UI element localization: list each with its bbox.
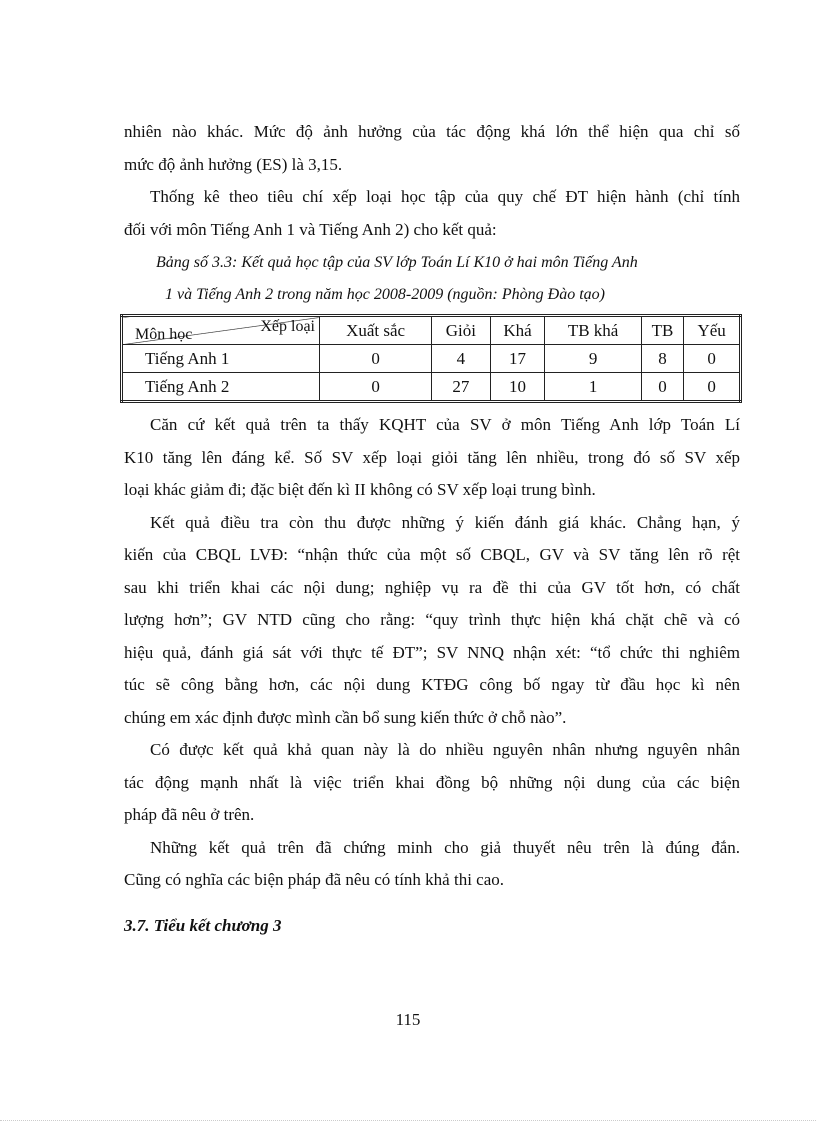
body-line: sau khi triển khai các nội dung; nghiệp vụ ra đề thi của GV tốt hơn, có chất bbox=[124, 578, 740, 597]
body-line: mức độ ảnh hưởng (ES) là 3,15. bbox=[124, 155, 343, 174]
body-line: Có được kết quả khả quan này là do nhiều nguyên nhân nhưng nguyên nhân bbox=[150, 740, 740, 759]
body-line: túc sẽ công bằng hơn, các nội dung KTĐG công bố ngay từ đầu học kì nên bbox=[124, 675, 740, 694]
table-cell: 0 bbox=[320, 345, 432, 373]
body-line: Căn cứ kết quả trên ta thấy KQHT của SV ở môn Tiếng Anh lớp Toán Lí bbox=[150, 415, 740, 434]
table-cell: 9 bbox=[545, 345, 641, 373]
column-header: Xuất sắc bbox=[320, 316, 432, 345]
column-header: Khá bbox=[490, 316, 545, 345]
table-cell: 0 bbox=[684, 373, 741, 402]
body-line: kiến của CBQL LVĐ: “nhận thức của một số CBQL, GV và SV tăng lên rõ rệt bbox=[124, 545, 740, 564]
body-line: Thống kê theo tiêu chí xếp loại học tập của quy chế ĐT hiện hành (chỉ tính bbox=[150, 187, 740, 206]
table-corner-cell bbox=[122, 316, 320, 345]
table-cell: 1 bbox=[545, 373, 641, 402]
body-line: chúng em xác định được mình cần bổ sung kiến thức ở chỗ nào”. bbox=[124, 708, 567, 727]
page-edge-divider bbox=[0, 1120, 816, 1121]
column-header: TB bbox=[641, 316, 684, 345]
corner-label-grade: Xếp loại bbox=[260, 318, 315, 335]
body-line: Những kết quả trên đã chứng minh cho giả thuyết nêu trên là đúng đắn. bbox=[150, 838, 740, 857]
corner-label-subject: Môn học bbox=[135, 326, 193, 343]
subject-cell: Tiếng Anh 2 bbox=[122, 373, 320, 402]
body-line: lượng hơn”; GV NTD cũng cho rằng: “quy trình thực hiện khá chặt chẽ và có bbox=[124, 610, 740, 629]
table-cell: 0 bbox=[641, 373, 684, 402]
page-number: 115 bbox=[395, 1010, 421, 1029]
table-cell: 27 bbox=[432, 373, 490, 402]
table-cell: 0 bbox=[684, 345, 741, 373]
body-line: nhiên nào khác. Mức độ ảnh hưởng của tác động khá lớn thể hiện qua chỉ số bbox=[124, 122, 740, 141]
table-cell: 4 bbox=[432, 345, 490, 373]
section-heading: 3.7. Tiểu kết chương 3 bbox=[124, 916, 282, 935]
body-line: K10 tăng lên đáng kể. Số SV xếp loại giỏi tăng lên nhiều, trong đó số SV xếp bbox=[124, 448, 740, 467]
column-header: Giỏi bbox=[432, 316, 490, 345]
body-line: Kết quả điều tra còn thu được những ý kiến đánh giá khác. Chẳng hạn, ý bbox=[150, 513, 740, 532]
body-line: hiệu quả, đánh giá sát với thực tế ĐT”; SV NNQ nhận xét: “tổ chức thi nghiêm bbox=[124, 643, 740, 662]
table-row bbox=[122, 345, 741, 373]
body-line: pháp đã nêu ở trên. bbox=[124, 805, 255, 824]
subject-cell: Tiếng Anh 1 bbox=[122, 345, 320, 373]
table-cell: 17 bbox=[490, 345, 545, 373]
table-row bbox=[122, 373, 741, 402]
column-header: TB khá bbox=[545, 316, 641, 345]
table-cell: 10 bbox=[490, 373, 545, 402]
body-line: Cũng có nghĩa các biện pháp đã nêu có tính khả thi cao. bbox=[124, 870, 505, 889]
body-line: loại khác giảm đi; đặc biệt đến kì II không có SV xếp loại trung bình. bbox=[124, 480, 596, 499]
table-cell: 8 bbox=[641, 345, 684, 373]
table-header-row bbox=[122, 316, 741, 345]
table-cell: 0 bbox=[320, 373, 432, 402]
table-caption: Bảng số 3.3: Kết quả học tập của SV lớp Toán Lí K10 ở hai môn Tiếng Anh bbox=[156, 254, 638, 271]
column-header: Yếu bbox=[684, 316, 741, 345]
table-caption: 1 và Tiếng Anh 2 trong năm học 2008-2009 (nguồn: Phòng Đào tạo) bbox=[165, 286, 605, 303]
body-line: đối với môn Tiếng Anh 1 và Tiếng Anh 2) cho kết quả: bbox=[124, 220, 497, 239]
body-line: tác động mạnh nhất là việc triển khai đồng bộ những nội dung của các biện bbox=[124, 773, 740, 792]
results-table bbox=[120, 314, 742, 403]
